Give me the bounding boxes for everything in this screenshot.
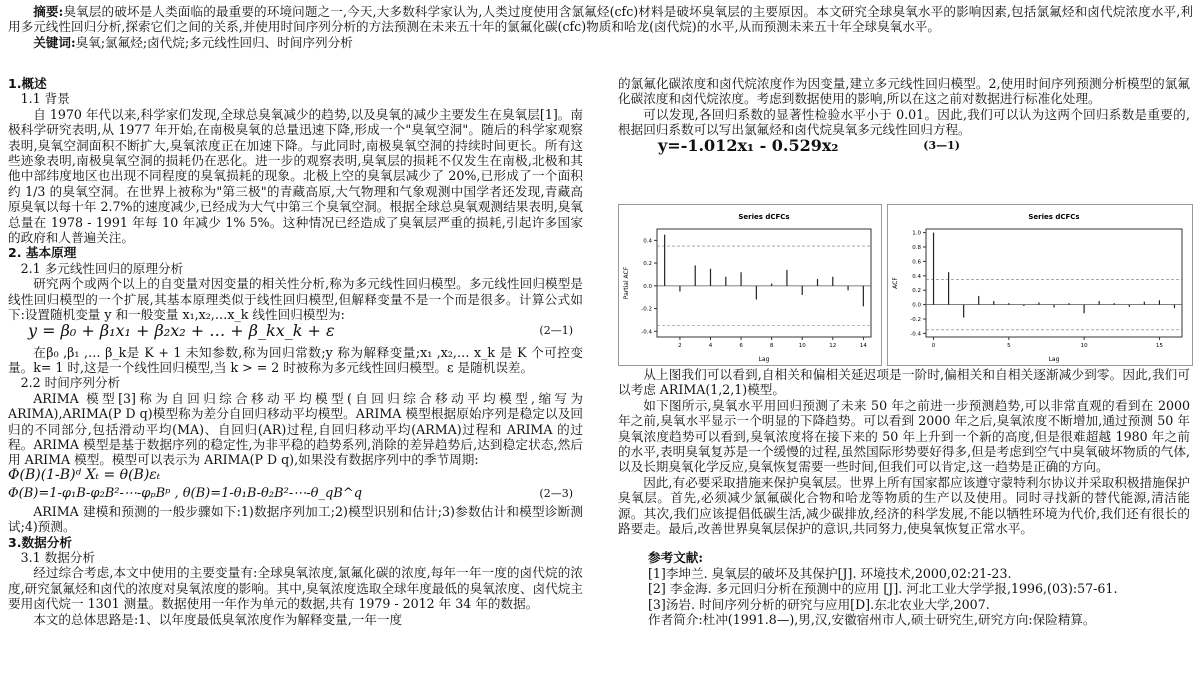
keywords-line	[8, 35, 1193, 50]
body-paragraph: 的氯氟化碳浓度和卤代烷浓度作为因变量,建立多元线性回归模型。2,使用时间序列预测分析模型的氯氟化碳浓度和卤代烷浓度。考虑到数据使用的影响,所以在这之前对数据进行标准化处理。	[618, 76, 1190, 107]
pacf-chart-svg	[619, 205, 881, 365]
x-tick-label: 6	[739, 343, 743, 349]
equation-2-2: Φ(B)(1-B)ᵈ Xₜ = θ(B)εₜ	[8, 466, 161, 483]
author-info: 作者简介:杜冲(1991.8—),男,汉,安徽宿州市人,硕士研究生,研究方向:保险精算。	[648, 612, 1096, 628]
y-tick-label: -0.2	[910, 317, 921, 323]
y-tick-label: 0.2	[912, 288, 921, 295]
subsection-heading: 2.2 时间序列分析	[20, 375, 121, 391]
equation-text: y=-1.012x₁ - 0.529x₂	[658, 135, 839, 155]
body-paragraph: 在β₀ ,β₁ ,… β_k是 K + 1 未知参数,称为回归常数;y 称为解释变量;x₁ ,x₂,… x_k 是 K 个可控变量。k= 1 时,这是一个线性回归模型,当 k > = 2 时被称为多元线性回归模型。ε 是随机误差。	[8, 344, 583, 375]
x-tick-label: 15	[1155, 343, 1163, 349]
left-column	[8, 76, 583, 627]
pacf-chart	[618, 204, 882, 366]
reference-item: [1]李坤兰. 臭氧层的破坏及其保护[J]. 环境技术,2000,02:21-23.	[648, 565, 1012, 581]
equation-number: (2—3)	[539, 486, 573, 500]
y-tick-label: 1.0	[912, 230, 921, 237]
chart-title: Series dCFCs	[738, 213, 790, 221]
section-heading: 3.数据分析	[8, 534, 72, 550]
equation-text: Φ(B)=1-φ₁B-φ₂B²-⋯-φₚBᵖ , θ(B)=1-θ₁B-θ₂B²-⋯-θ_qB^q	[8, 485, 363, 501]
x-tick-label: 8	[769, 343, 774, 349]
plot-frame	[926, 229, 1182, 337]
y-tick-label: 0.6	[912, 259, 921, 266]
equation-number: (3—1)	[923, 138, 960, 152]
reference-item: [2] 李金海. 多元回归分析在预测中的应用 [J]. 河北工业大学学报,1996,(03):57-61.	[648, 581, 1118, 597]
y-tick-label: 0.4	[912, 273, 921, 280]
subsection-heading: 3.1 数据分析	[20, 549, 96, 565]
abstract-text: 臭氧层的破坏是人类面临的最重要的环境问题之一,今天,大多数科学家认为,人类过度使用含氯氟烃(cfc)材料是破坏臭氧层的主要原因。本文研究全球臭氧水平的影响因素,包括氯氟烃和卤代烷浓度水平,利用多元线性回归分析,探索它们之间的关系,并使用时间序列分析的方法预测在未来五十年的氯氟化碳(cfc)物质和哈龙(卤代烷)的水平,从而预测未来五十年全球臭氧水平。	[8, 4, 1193, 35]
section-heading: 1.概述	[8, 76, 47, 91]
subsection-heading: 1.1 背景	[20, 91, 70, 107]
body-paragraph: 自 1970 年代以来,科学家们发现,全球总臭氧减少的趋势,以及臭氧的减少主要发生在臭氧层[1]。南极科学研究表明,从 1977 年开始,在南极臭氧的总量迅速下降,形成一个"臭氧空洞"。随后的科学家观察表明,臭氧空洞面积不断扩大,臭氧浓度正在加速下降。与此同时,南极臭氧空洞的持续时间更长。所有这些迹象表明,南极臭氧空洞的损耗仍在恶化。进一步的观察表明,臭氧层的损耗不仅发生在南极,北极和其他中部纬度地区也出现不同程度的臭氧损耗的现象。北极上空的臭氧层减少了 20%,已形成了一个面积约 1/3 的臭氧空洞。在世界上被称为"第三极"的青藏高原,大气物理和气象观测中国学者还发现,青藏高原臭氧以每十年 2.7%的速度减少,已经成为大气中第三个臭氧空洞。根据全球总臭氧观测结果表明,臭氧总量在 1978 - 1991 年每 10 年减少 1% 5%。这种情况已经造成了臭氧层严重的损耗,引起许多国家的政府和人普遍关注。	[8, 106, 583, 246]
body-paragraph: 研究两个或两个以上的自变量对因变量的相关性分析,称为多元线性回归模型。多元线性回归模型是线性回归模型的一个扩展,其基本原理类似于线性回归模型,但解释变量不是一个而是很多。计算公式如下:设置随机变量 y 和一般变量 x₁,x₂,…x_k 线性回归模型为:	[8, 276, 583, 323]
x-axis-label: Lag	[1048, 356, 1060, 363]
y-tick-label: 0.0	[643, 283, 652, 290]
x-tick-label: 5	[1007, 343, 1011, 349]
x-tick-label: 14	[859, 343, 867, 349]
chart-title: Series dCFCs	[1028, 213, 1080, 221]
reference-item: [3]汤岩. 时间序列分析的研究与应用[D].东北农业大学,2007.	[648, 596, 990, 612]
plot-frame	[657, 229, 871, 337]
keywords-text: 臭氧;氯氟烃;卤代烷;多元线性回归、时间序列分析	[75, 34, 353, 50]
y-tick-label: -0.4	[641, 329, 652, 336]
y-axis-label: Partial ACF	[623, 266, 630, 300]
acf-chart-svg	[888, 205, 1192, 365]
equation-2-3	[8, 486, 583, 504]
y-tick-label: 0.2	[643, 261, 652, 268]
body-paragraph: 因此,有必要采取措施来保护臭氧层。世界上所有国家都应该遵守蒙特利尔协议并采取积极措施保护臭氧层。首先,必须减少氯氟碳化合物和哈龙等物质的生产以及使用。同时寻找新的替代能源,清洁能源。其次,我们应该提倡低碳生活,减少碳排放,经济的科学发展,不能以牺牲环境为代价,我们还有很长的路要走。最后,改善世界臭氧层保护的意识,共同努力,使臭氧恢复正常水平。	[618, 474, 1190, 537]
x-tick-label: 4	[708, 343, 713, 349]
equation-text: y = β₀ + β₁x₁ + β₂x₂ + … + β_kx_k + ε	[28, 320, 335, 340]
section-heading: 2. 基本原理	[8, 245, 77, 261]
x-tick-label: 10	[798, 343, 806, 349]
y-tick-label: 0.0	[912, 302, 921, 309]
y-axis-label: ACF	[892, 277, 899, 289]
right-column-lower	[618, 367, 1190, 628]
x-tick-label: 2	[678, 343, 682, 349]
abstract-label: 摘要:	[33, 4, 64, 19]
subsection-heading: 2.1 多元线性回归的原理分析	[20, 260, 184, 276]
equation-3-1	[618, 135, 1190, 160]
x-tick-label: 0	[931, 343, 936, 349]
y-tick-label: -0.2	[641, 306, 652, 313]
x-tick-label: 12	[829, 343, 837, 349]
body-paragraph: 可以发现,各回归系数的显著性检验水平小于 0.01。因此,我们可以认为这两个回归系数是重要的,根据回归系数可以写出氯氟烃和卤代烷臭氧多元线性回归方程。	[618, 106, 1190, 138]
references	[618, 550, 1190, 627]
abstract-block	[8, 4, 1193, 50]
equation-2-1	[8, 320, 583, 345]
body-paragraph: 本文的总体思路是:1、以年度最低臭氧浓度作为解释变量,一年一度	[33, 611, 403, 627]
x-tick-label: 10	[1080, 343, 1088, 349]
y-tick-label: 0.8	[912, 245, 921, 251]
acf-chart	[887, 204, 1193, 366]
abstract-paragraph	[8, 4, 1193, 35]
keywords-label: 关键词:	[33, 34, 76, 50]
references-title: 参考文献:	[648, 550, 704, 566]
body-paragraph: 经过综合考虑,本文中使用的主要变量有:全球臭氧浓度,氯氟化碳的浓度,每年一年一度的卤代烷的浓度,研究氯氟烃和卤代的浓度对臭氧浓度的影响。其中,臭氧浓度选取全球年度最低的臭氧浓度、卤代烷主要用卤代烷一 1301 测量。数据使用一年作为单元的数据,共有 1979 - 2012 年 34 年的数据。	[8, 565, 583, 612]
x-axis-label: Lag	[758, 356, 770, 363]
body-paragraph: 如下图所示,臭氧水平用回归预测了未来 50 年之前进一步预测趋势,可以非常直观的看到在 2000 年之前,臭氧水平显示一个明显的下降趋势。可以看到 2000 年之后,臭氧浓度不断增加,通过预测 50 年臭氧浓度趋势可以看到,臭氧浓度将在接下来的 50 年上升到一个新的高度,但是很难超越 1980 年之前的水平,表明臭氧复苏是一个缓慢的过程,虽然国际形势要好得多,但是考虑到空气中臭氧破坏物质的气体,以及长期臭氧化学反应,臭氧恢复需要一些时间,但我们可以肯定,这一趋势是正确的方向。	[618, 397, 1190, 475]
y-tick-label: 0.4	[643, 238, 652, 245]
y-tick-label: -0.4	[910, 331, 921, 338]
equation-number: (2—1)	[539, 323, 573, 337]
body-paragraph: ARIMA 模型[3]称为自回归综合移动平均模型(自回归综合移动平均模型,缩写为 ARIMA),ARIMA(P D q)模型称为差分自回归移动平均模型。ARIMA 模型根据原始序列是稳定以及回归的不同部分,包括滑动平均(MA)、自回归(AR)过程,自回归移动平均(ARMA)过程和 ARIMA 的过程。ARIMA 模型是基于数据序列的稳定性,为非平稳的趋势系列,消除的差异趋势后,达到稳定状态,然后用 ARIMA 模型。模型可以表示为 ARIMA(P D q),如果没有数据序列中的季节周期:	[8, 390, 583, 468]
body-paragraph: ARIMA 建模和预测的一般步骤如下:1)数据序列加工;2)模型识别和估计;3)参数估计和模型诊断测试;4)预测。	[8, 503, 583, 535]
right-column	[618, 76, 1190, 160]
body-paragraph: 从上图我们可以看到,自相关和偏相关延迟项是一阶时,偏相关和自相关逐渐减少到零。因此,我们可以考虑 ARIMA(1,2,1)模型。	[618, 367, 1190, 398]
